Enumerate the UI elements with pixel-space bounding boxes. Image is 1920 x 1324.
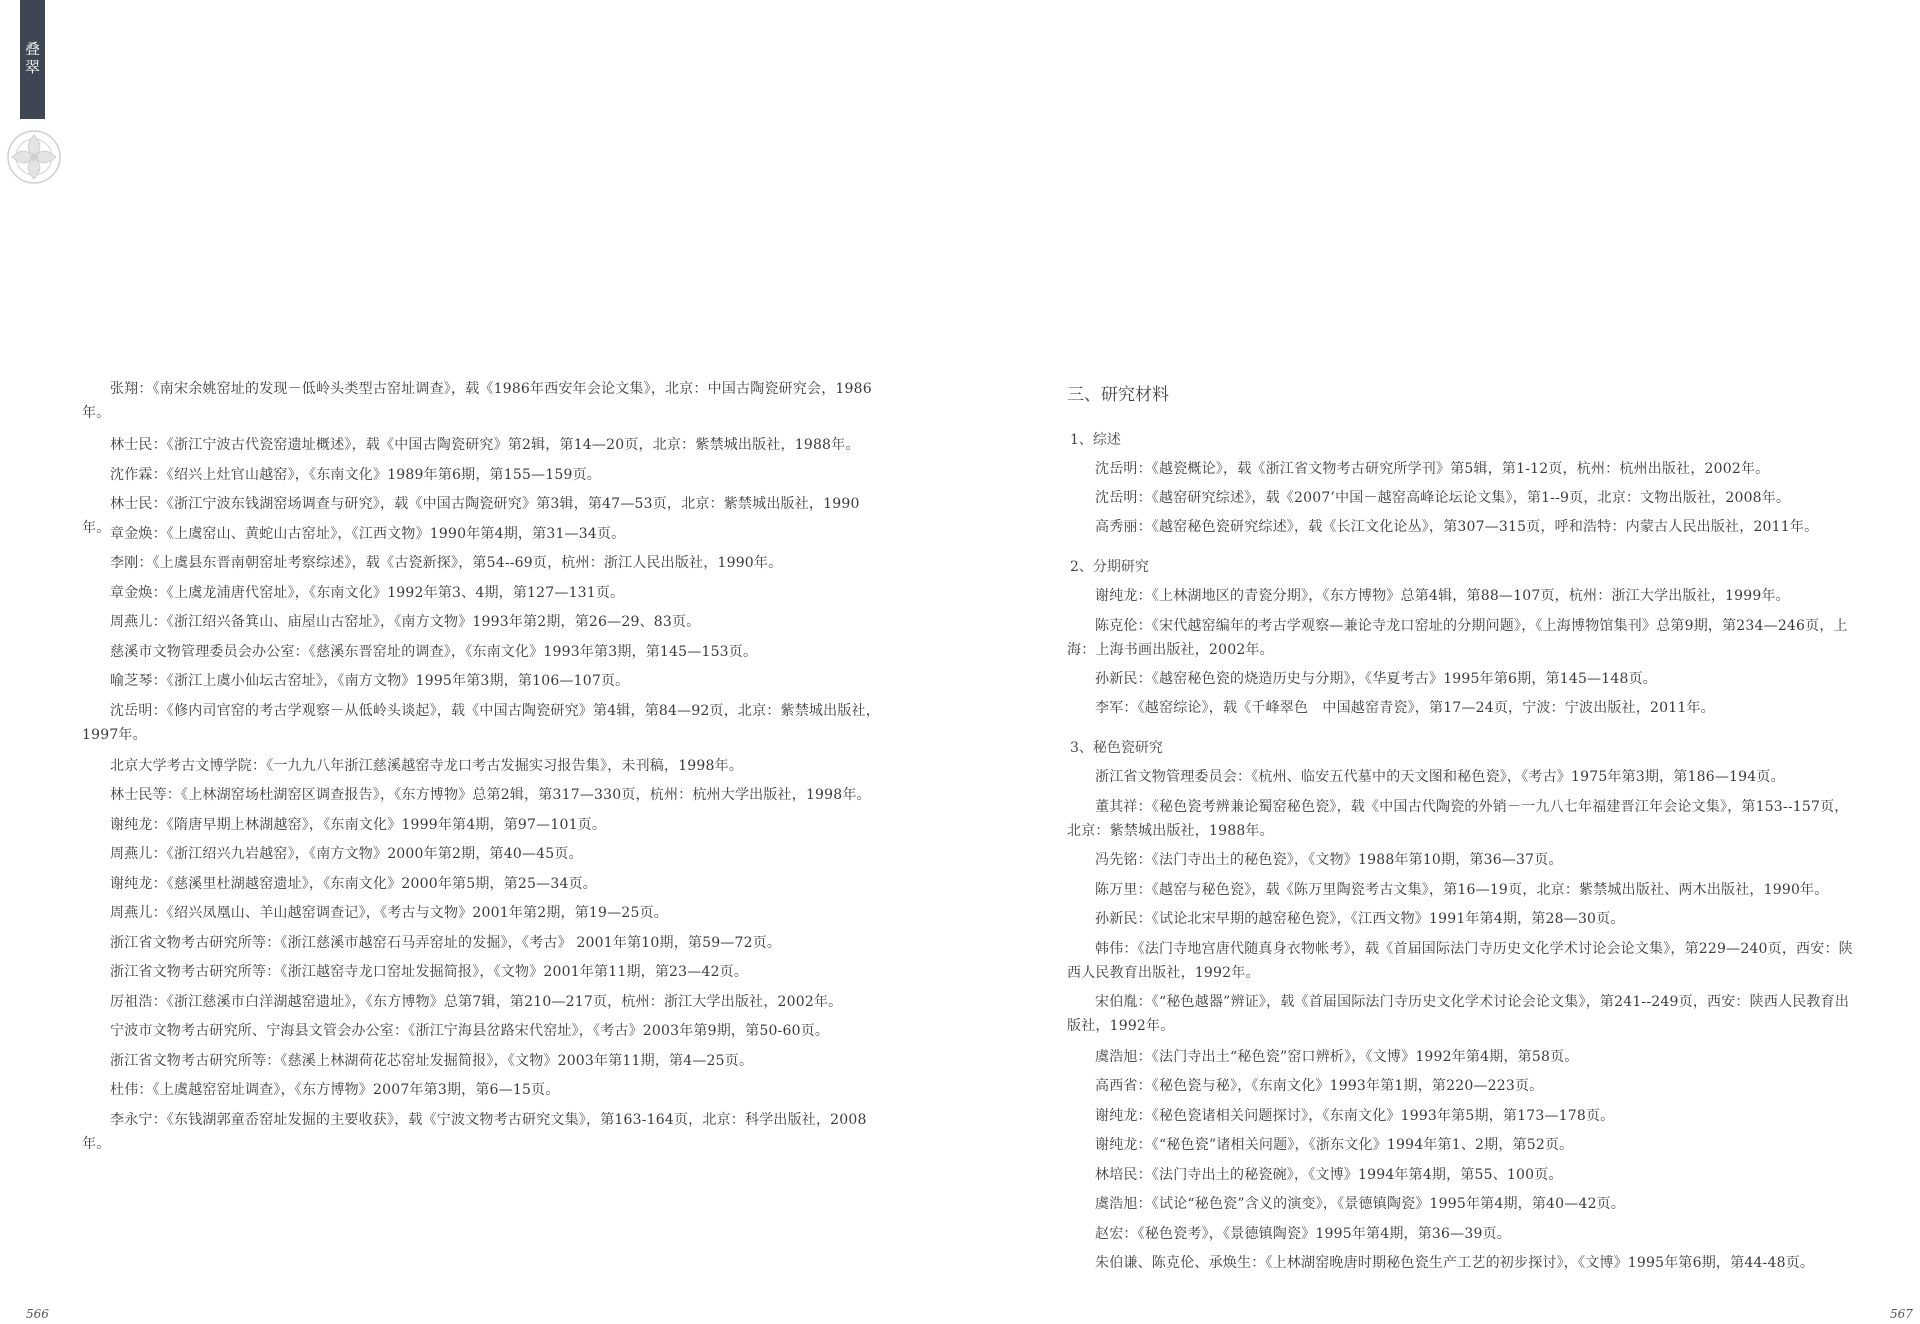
reference-entry: 沈岳明：《修内司官窑的考古学观察－从低岭头谈起》，载《中国古陶瓷研究》第4辑，第84—92页，北京：紫禁城出版社，1997年。 [82, 703, 880, 743]
reference-entry: 浙江省文物管理委员会：《杭州、临安五代墓中的天文图和秘色瓷》，《考古》1975年第3期，第186—194页。 [1095, 769, 1785, 785]
reference-entry: 谢纯龙：《慈溪里杜湖越窑遗址》，《东南文化》2000年第5期，第25—34页。 [110, 876, 597, 892]
reference-entry: 高西省：《秘色瓷与秘》，《东南文化》1993年第1期，第220—223页。 [1095, 1078, 1544, 1094]
reference-entry: 陈克伦：《宋代越窑编年的考古学观察—兼论寺龙口窑址的分期问题》，《上海博物馆集刊》总第9期，第234—246页，上海：上海书画出版社，2002年。 [1067, 618, 1848, 658]
reference-entry: 李刚：《上虞县东晋南朝窑址考察综述》，载《古瓷新探》，第54--69页，杭州：浙江人民出版社，1990年。 [110, 555, 783, 571]
reference-entry: 章金焕：《上虞窑山、黄蛇山古窑址》，《江西文物》1990年第4期，第31—34页。 [110, 526, 626, 542]
side-tab-label: 叠 翠 [24, 40, 40, 76]
reference-entry: 浙江省文物考古研究所等：《慈溪上林湖荷花芯窑址发掘简报》，《文物》2003年第11期，第4—25页。 [110, 1053, 754, 1069]
reference-entry: 虞浩旭：《试论“秘色瓷”含义的演变》，《景德镇陶瓷》1995年第4期，第40—42页。 [1095, 1196, 1626, 1212]
reference-entry: 谢纯龙：《隋唐早期上林湖越窑》，《东南文化》1999年第4期，第97—101页。 [110, 817, 607, 833]
reference-entry: 朱伯谦、陈克伦、承焕生：《上林湖窑晚唐时期秘色瓷生产工艺的初步探讨》，《文博》1995年第6期，第44-48页。 [1095, 1255, 1815, 1271]
reference-entry: 林士民：《浙江宁波古代瓷窑遗址概述》，载《中国古陶瓷研究》第2辑，第14—20页，北京：紫禁城出版社，1988年。 [110, 437, 860, 453]
reference-entry: 周燕儿：《绍兴凤凰山、羊山越窑调查记》，《考古与文物》2001年第2期，第19—25页。 [110, 905, 668, 921]
reference-entry: 宁波市文物考古研究所、宁海县文管会办公室：《浙江宁海县岔路宋代窑址》，《考古》2003年第9期，第50-60页。 [110, 1023, 830, 1039]
reference-entry: 厉祖浩：《浙江慈溪市白洋湖越窑遗址》，《东方博物》总第7辑，第210—217页，杭州：浙江大学出版社，2002年。 [110, 994, 843, 1010]
reference-entry: 孙新民：《越窑秘色瓷的烧造历史与分期》，《华夏考古》1995年第6期，第145—148页。 [1095, 671, 1657, 687]
reference-entry: 赵宏：《秘色瓷考》，《景德镇陶瓷》1995年第4期，第36—39页。 [1095, 1226, 1511, 1242]
reference-entry: 北京大学考古文博学院：《一九九八年浙江慈溪越窑寺龙口考古发掘实习报告集》，未刊稿，1998年。 [110, 758, 744, 774]
reference-entry: 冯先铭：《法门寺出土的秘色瓷》，《文物》1988年第10期，第36—37页。 [1095, 852, 1563, 868]
reference-entry: 高秀丽：《越窑秘色瓷研究综述》，载《长江文化论丛》，第307—315页，呼和浩特：内蒙古人民出版社，2011年。 [1095, 519, 1819, 535]
section-heading: 三、研究材料 [1067, 385, 1169, 405]
reference-entry: 周燕儿：《浙江绍兴九岩越窑》，《南方文物》2000年第2期，第40—45页。 [110, 846, 583, 862]
reference-entry: 谢纯龙：《“秘色瓷”诸相关问题》，《浙东文化》1994年第1、2期，第52页。 [1095, 1137, 1574, 1153]
reference-entry: 孙新民：《试论北宋早期的越窑秘色瓷》，《江西文物》1991年第4期，第28—30页。 [1095, 911, 1625, 927]
reference-entry: 谢纯龙：《上林湖地区的青瓷分期》，《东方博物》总第4辑，第88—107页，杭州：浙江大学出版社，1999年。 [1095, 588, 1790, 604]
reference-entry: 陈万里：《越窑与秘色瓷》，载《陈万里陶瓷考古文集》，第16—19页，北京：紫禁城出版社、两木出版社，1990年。 [1095, 882, 1829, 898]
reference-entry: 虞浩旭：《法门寺出土“秘色瓷”窑口辨析》，《文博》1992年第4期，第58页。 [1095, 1049, 1579, 1065]
reference-entry: 周燕儿：《浙江绍兴备箕山、庙屋山古窑址》，《南方文物》1993年第2期，第26—29、83页。 [110, 614, 701, 630]
reference-entry: 沈作霖：《绍兴上灶官山越窑》，《东南文化》1989年第6期，第155—159页。 [110, 467, 601, 483]
left-page [82, 0, 882, 1324]
reference-entry: 李军：《越窑综论》，载《千峰翠色 中国越窑青瓷》，第17—24页，宁波：宁波出版社，2011年。 [1095, 700, 1715, 716]
reference-entry: 林士民等：《上林湖窑场杜湖窑区调查报告》，《东方博物》总第2辑，第317—330页，杭州：杭州大学出版社，1998年。 [110, 787, 871, 803]
side-chapter-tab [20, 0, 45, 119]
subsection-heading: 1、综述 [1070, 432, 1121, 448]
reference-entry: 韩伟：《法门寺地宫唐代随真身衣物帐考》，载《首届国际法门寺历史文化学术讨论会论文集》，第229—240页，西安：陕西人民教育出版社，1992年。 [1067, 941, 1853, 981]
page-number-right: 567 [1890, 1307, 1913, 1321]
reference-entry: 林士民：《浙江宁波东钱湖窑场调查与研究》，载《中国古陶瓷研究》第3辑，第47—53页，北京：紫禁城出版社，1990年。 [82, 496, 860, 536]
reference-entry: 杜伟：《上虞越窑窑址调查》，《东方博物》2007年第3期，第6—15页。 [110, 1082, 560, 1098]
right-page [1067, 0, 1857, 1324]
page-number-left: 566 [26, 1307, 49, 1321]
reference-entry: 李永宁：《东钱湖郭童岙窑址发掘的主要收获》，载《宁波文物考古研究文集》，第163-164页，北京：科学出版社，2008年。 [82, 1112, 867, 1152]
subsection-heading: 3、秘色瓷研究 [1070, 740, 1163, 756]
reference-entry: 张翔：《南宋余姚窑址的发现－低岭头类型古窑址调查》，载《1986年西安年会论文集》，北京：中国古陶瓷研究会，1986年。 [82, 381, 872, 421]
reference-entry: 章金焕：《上虞龙浦唐代窑址》，《东南文化》1992年第3、4期，第127—131页。 [110, 585, 625, 601]
reference-entry: 慈溪市文物管理委员会办公室：《慈溪东晋窑址的调查》，《东南文化》1993年第3期，第145—153页。 [110, 644, 758, 660]
reference-entry: 浙江省文物考古研究所等：《浙江越窑寺龙口窑址发掘简报》，《文物》2001年第11期，第23—42页。 [110, 964, 749, 980]
reference-entry: 林培民：《法门寺出土的秘瓷碗》，《文博》1994年第4期，第55、100页。 [1095, 1167, 1563, 1183]
reference-entry: 宋伯胤：《“秘色越器”辨证》，载《首届国际法门寺历史文化学术讨论会论文集》，第241--249页，西安：陕西人民教育出版社，1992年。 [1067, 994, 1850, 1034]
reference-entry: 喻芝琴：《浙江上虞小仙坛古窑址》，《南方文物》1995年第3期，第106—107页。 [110, 673, 630, 689]
subsection-heading: 2、分期研究 [1070, 559, 1149, 575]
reference-entry: 谢纯龙：《秘色瓷诸相关问题探讨》，《东南文化》1993年第5期，第173—178页。 [1095, 1108, 1615, 1124]
reference-entry: 沈岳明：《越瓷概论》，载《浙江省文物考古研究所学刊》第5辑，第1-12页，杭州：杭州出版社，2002年。 [1095, 461, 1770, 477]
reference-entry: 沈岳明：《越窑研究综述》，载《2007’中国－越窑高峰论坛论文集》，第1--9页，北京：文物出版社，2008年。 [1095, 490, 1791, 506]
floral-medallion-emblem-icon [4, 126, 64, 188]
reference-entry: 浙江省文物考古研究所等：《浙江慈溪市越窑石马弄窑址的发掘》，《考古》 2001年第10期，第59—72页。 [110, 935, 782, 951]
reference-entry: 董其祥：《秘色瓷考辨兼论蜀窑秘色瓷》，载《中国古代陶瓷的外销－一九八七年福建晋江年会论文集》，第153--157页，北京：紫禁城出版社，1988年。 [1067, 799, 1849, 839]
